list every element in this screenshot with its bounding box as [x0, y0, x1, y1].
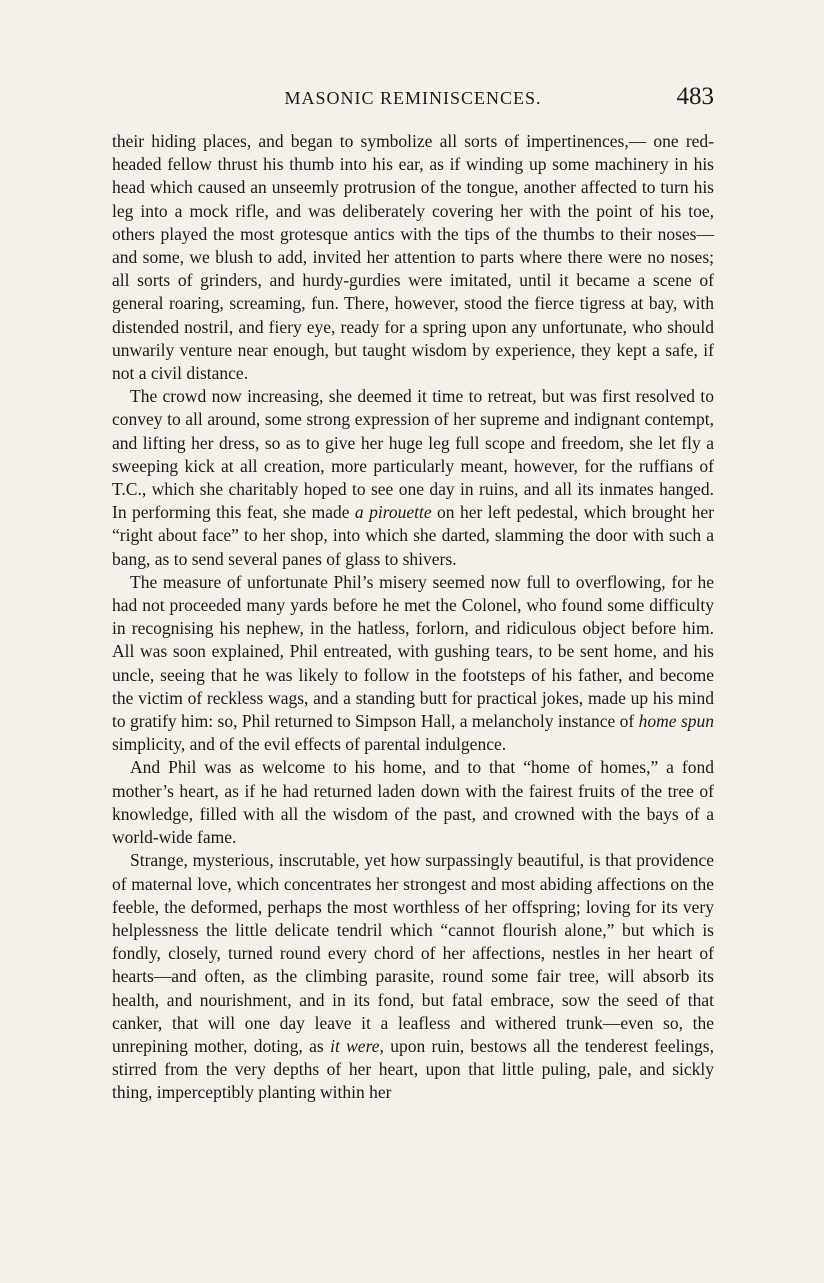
italic-phrase: a pirouette: [354, 502, 432, 523]
paragraph-text: The crowd now increasing, she deemed it time to retreat, but was first resolved to convey to all around, some strong expression of her supreme and indignant contempt, and lifting her dress, so as to give her huge leg full scope and freedom, she let fly a sweeping kick at all creation, more particularly meant, however, for the ruffians of T.C., which she charitably hoped to see one day in ruins, and all its inmates hanged. In performing this feat, she made: [112, 386, 714, 523]
paragraph-text: Strange, mysterious, inscrutable, yet how surpassingly beautiful, is that providence of maternal love, which concentrates her strongest and most abiding affections on the feeble, the deformed, perhaps the most worthless of her offspring; loving for its very helplessness the little delicate tendril which “cannot flourish alone,” but which is fondly, closely, turned round every chord of her affections, nestles in her heart of hearts—and often, as the climbing parasite, round some fair tree, will absorb its health, and nourishment, and in its fond, but fatal embrace, sow the seed of that canker, that will one day leave it a leafless and withered trunk—even so, the unrepining mother, doting, as: [112, 850, 714, 1056]
paragraph-text: on her left pedestal, which brought her “right about face” to her shop, into which she darted, slamming the door with such a bang, as to send several panes of glass to shivers.: [112, 502, 714, 569]
paragraph: [112, 130, 714, 385]
paragraph-text: simplicity, and of the evil effects of parental indulgence.: [112, 734, 507, 755]
paragraph: [112, 571, 714, 757]
paragraph-text: And Phil was as welcome to his home, and to that “home of homes,” a fond mother’s heart, as if he had returned laden down with the fairest fruits of the tree of knowledge, filled with all the wisdom of the past, and crowned with the bays of a world-wide fame.: [112, 757, 714, 848]
italic-phrase: it were: [330, 1035, 380, 1056]
paragraph-text: their hiding places, and began to symbolize all sorts of impertinences,— one red-headed fellow thrust his thumb into his ear, as if winding up some machinery in his head which caused an unseemly protrusion of the tongue, another affected to turn his leg into a mock rifle, and was deliberately covering her with the point of his toe, others played the most grotesque antics with the tips of the thumbs to their noses—and some, we blush to add, invited her attention to parts where there were no noses; all sorts of grinders, and hurdy-gurdies were imitated, until it became a scene of general roaring, screaming, fun. There, however, stood the fierce tigress at bay, with distended nostril, and fiery eye, ready for a spring upon any unfortunate, who should unwarily venture near enough, but taught wisdom by experience, they kept a safe, if not a civil distance.: [112, 131, 714, 384]
paragraph-text: , upon ruin, bestows all the tenderest feelings, stirred from the very depths of her heart, upon that little puling, pale, and sickly thing, imperceptibly planting within her: [112, 1035, 714, 1103]
running-head: [112, 84, 714, 114]
italic-phrase: home spun: [638, 711, 715, 732]
running-title: MASONIC REMINISCENCES.: [284, 88, 542, 108]
paragraph: [112, 756, 714, 849]
paragraph-text: The measure of unfortunate Phil’s misery seemed now full to overflowing, for he had not proceeded many yards before he met the Colonel, who found some difficulty in recognising his nephew, in the hatless, forlorn, and ridiculous object before him. All was soon explained, Phil entreated, with gushing tears, to be sent home, and his uncle, seeing that he was likely to follow in the footsteps of his father, and become the victim of reckless wags, and a standing butt for practical jokes, made up his mind to gratify him: so, Phil returned to Simpson Hall, a melancholy instance of: [112, 571, 714, 732]
body-text: [112, 130, 714, 1105]
paragraph: [112, 385, 714, 571]
paragraph: [112, 849, 714, 1104]
page-number: 483: [676, 83, 714, 110]
